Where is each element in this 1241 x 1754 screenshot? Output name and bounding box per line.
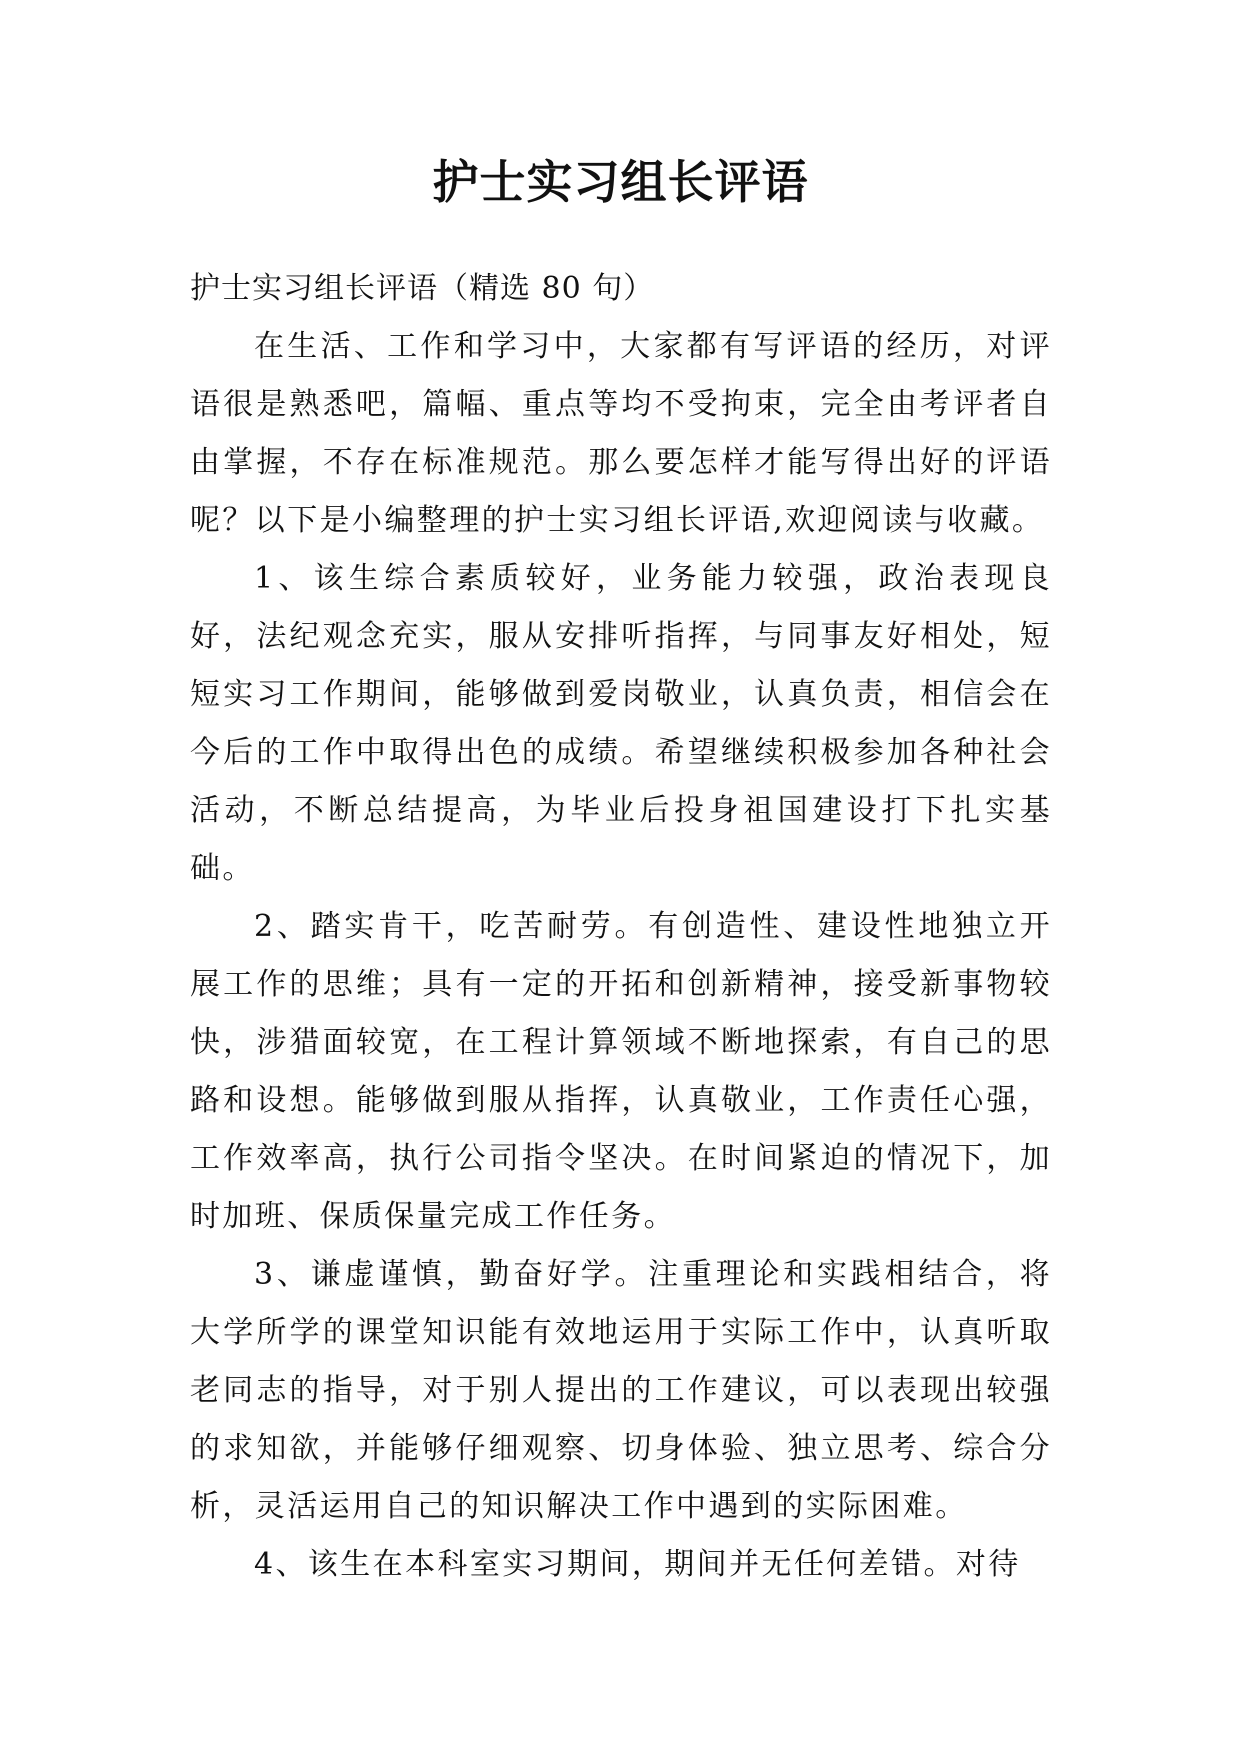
document-subtitle: 护士实习组长评语（精选 80 句）	[190, 271, 655, 306]
document-title: 护士实习组长评语	[432, 155, 809, 209]
paragraph-comment-2: 2、踏实肯干，吃苦耐劳。有创造性、建设性地独立开展工作的思维；具有一定的开拓和创新精神，接受新事物较快，涉猎面较宽，在工程计算领域不断地探索，有自己的思路和设想。能够做到服从指挥，认真敬业，工作责任心强，工作效率高，执行公司指令坚决。在时间紧迫的情况下，加时加班、保质保量完成工作任务。	[190, 909, 1052, 1234]
paragraph-intro: 在生活、工作和学习中，大家都有写评语的经历，对评语很是熟悉吧，篇幅、重点等均不受拘束，完全由考评者自由掌握，不存在标准规范。那么要怎样才能写得出好的评语呢？以下是小编整理的护士实习组长评语,欢迎阅读与收藏。	[190, 329, 1052, 538]
paragraph-comment-4: 4、该生在本科室实习期间，期间并无任何差错。对待	[254, 1547, 1021, 1582]
paragraph-comment-3: 3、谦虚谨慎，勤奋好学。注重理论和实践相结合，将大学所学的课堂知识能有效地运用于实际工作中，认真听取老同志的指导，对于别人提出的工作建议，可以表现出较强的求知欲，并能够仔细观察、切身体验、独立思考、综合分析，灵活运用自己的知识解决工作中遇到的实际困难。	[190, 1257, 1052, 1524]
document-body	[190, 260, 1052, 1594]
paragraph-comment-1: 1、该生综合素质较好，业务能力较强，政治表现良好，法纪观念充实，服从安排听指挥，与同事友好相处，短短实习工作期间，能够做到爱岗敬业，认真负责，相信会在今后的工作中取得出色的成绩。希望继续积极参加各种社会活动，不断总结提高，为毕业后投身祖国建设打下扎实基础。	[190, 561, 1052, 886]
